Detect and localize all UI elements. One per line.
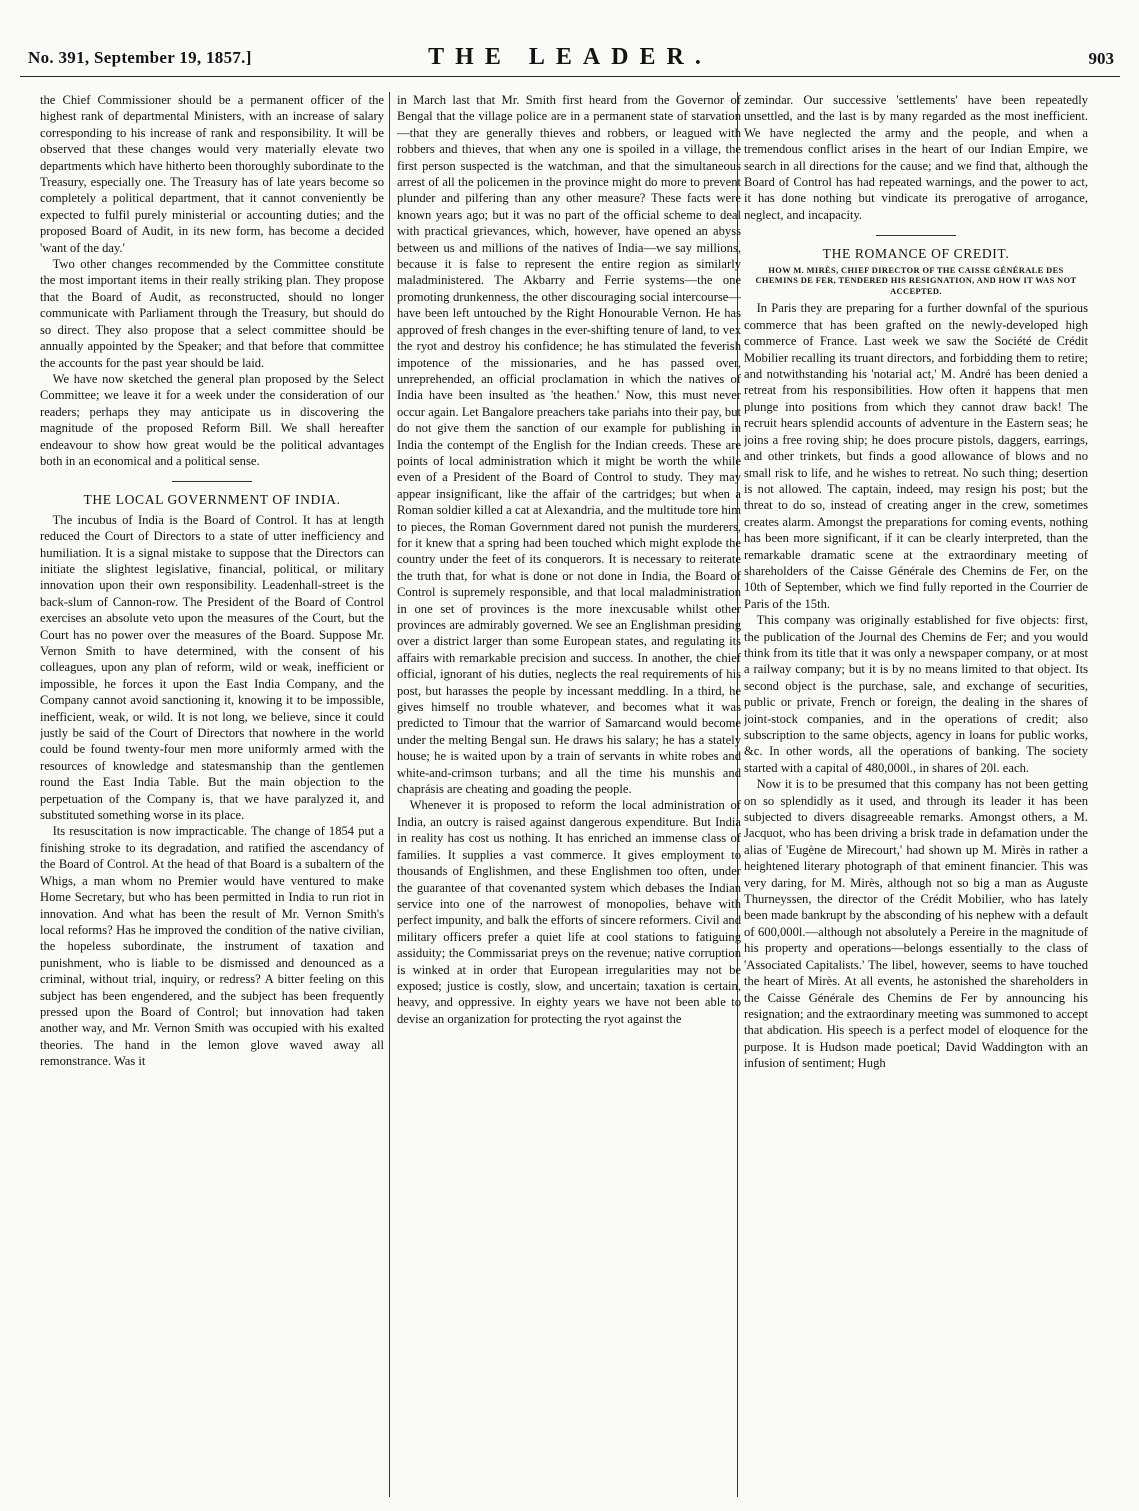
paragraph: This company was originally established for five objects: first, the publication of the Journal des Chemins de Fer; and you would think from its title that it was only a newspaper company, or at most a railway company; but it is by no means limited to that object. Its second object is the purchase, sale, and exchange of securities, public or private, French or foreign, the dealing in the shares of joint-stock companies, and in the operations of credit; also subscription to the same objects, agency in loans for public works, &c. In other words, all the operations of banking. The society started with a capital of 480,000l., in shares of 20l. each. [744, 613, 1088, 775]
column-3 [744, 92, 1088, 1502]
paragraph: The incubus of India is the Board of Control. It has at length reduced the Court of Directors to a state of utter inefficiency and humiliation. It is a signal mistake to suppose that the Directors can initiate the slightest legislative, financial, political, or military innovation upon their own responsibility. Leadenhall-street is the back-slum of Cannon-row. The President of the Board of Control exercises an absolute veto upon the measures of the Court, but the Court has no power over the measures of the Board. Suppose Mr. Vernon Smith to have determined, with the consent of his colleagues, upon any plan of reform, wild or weak, inefficient or impossible, he forces it upon the East India Company, and the Company cannot avoid sanctioning it, knowing it to be impossible, inefficient, weak, or wild. It is not long, we believe, since it could justly be said of the Court of Directors that nowhere in the world could be found twenty-four men more uniformly armed with the resources of knowledge and statesmanship than the gentlemen round the East India Table. But the main objection to the perpetuation of the Company is, that we have paralyzed it, and substituted something worse in its place. [40, 512, 384, 823]
paragraph: the Chief Commissioner should be a permanent officer of the highest rank of departmental Ministers, with an increase of salary corresponding to his increase of rank and responsibility. It will be observed that these changes would very materially elevate two departments which have hitherto been thoroughly subordinate to the Treasury, especially one. The Treasury has of late years become so completely a political department, that it cannot conveniently be expected to fulfil purely ministerial or accounting duties; and the proposed Board of Audit, in its new form, has become a decided 'want of the day.' [40, 93, 384, 255]
article-title-romance-of-credit: THE ROMANCE OF CREDIT. [822, 246, 1010, 262]
paragraph: Its resuscitation is now impracticable. The change of 1854 put a finishing stroke to its degradation, and ratified the ascendancy of the Board of Control. At the head of that Board is a subaltern of the Whigs, a man whom no Premier would have ventured to make Home Secretary, but who has been permitted in India to run riot in innovation. And what has been the result of Mr. Vernon Smith's local reforms? Has he improved the condition of the native civilian, the hopeless subordinate, the instrument of taxation and punishment, who is liable to be dismissed and denounced as a criminal, without trial, inquiry, or redress? A bitter feeling on this subject has been engendered, and the subject has been frequently pressed upon the Board of Control; but innovation had taken another way, and Mr. Vernon Smith was occupied with his exalted theories. The hand in the lemon glove waved away all remonstrance. Was it [40, 824, 384, 1069]
article-subtitle: HOW M. MIRÈS, CHIEF DIRECTOR OF THE CAISSE GÉNÉRALE DES CHEMINS DE FER, TENDERED HIS RESIGNATION, AND HOW IT WAS NOT ACCEPTED. [755, 265, 1077, 296]
paragraph: We have now sketched the general plan proposed by the Select Committee; we leave it for a week under the consideration of our readers; perhaps they may anticipate us in discovering the magnitude of the proposed Reform Bill. We shall hereafter endeavour to show how great would be the political advantages both in an economical and a political sense. [40, 371, 384, 468]
newspaper-title: THE LEADER. [428, 44, 712, 70]
column-1 [40, 92, 384, 1502]
page-number: 903 [1088, 49, 1114, 68]
paragraph: in March last that Mr. Smith first heard from the Governor of Bengal that the village police are in a permanent state of starvation—that they are generally thieves and robbers, or leagued with robbers and thieves, that when any one is spoiled in a village, the first person suspected is the watchman, and that the simultaneous arrest of all the policemen in the province might do more to prevent plunder and pilfering than any other measure? These facts were known years ago; but it was no part of the official scheme to deal with practical grievances, which, however, have opened an abyss between us and millions of the natives of India—we say millions, because it is false to represent the entire region as similarly maladministered. The Akbarry and Ferrie systems—the one promoting drunkenness, the other discouraging social intercourse—have been left untouched by the Right Honourable Vernon. He has approved of fresh changes in the ever-shifting tenure of land, to vex the ryot and destroy his confidence; he has stimulated the feverish impotence of the missionaries, and he has passed over, unreprehended, an official proclamation in which the natives of India have been insulted as 'the heathen.' Now, this must never occur again. Let Bangalore preachers take pariahs into their pay, but do not give them the sanction of our example for publishing in India the contempt of the English for the Indian creeds. These are points of local administration which it might be worth the while even of a President of the Board of Control to study. They may appear insignificant, like the affair of the cartridges; but when a Roman soldier killed a cat at Alexandria, and the multitude tore him to pieces, the Roman Government dared not punish the murderers, for it knew that a spring had been touched which might explode the country under the feet of its conquerors. It is necessary to reiterate the truth that, for what is done or not done in India, the Board of Control is supremely responsible, and that local maladministration in one set of provinces is the more inexcusable whilst other provinces are admirably governed. We see an Englishman presiding over a district larger than some European states, and regulating its affairs with remarkable precision and success. In another, the chief official, ignorant of his duties, neglects the real requirements of his post, but harasses the people by incessant meddling. In a third, he gives himself no trouble whatever, and becomes what it was predicted to Timour that the warrior of Samarcand would become under the melting Bengal sun. He draws his salary; he has a stately house; he is waited upon by a train of servants in white robes and white-and-crimson turbans; and all the time his munshis and chaprásis are cheating and goading the people. [397, 93, 741, 797]
paragraph: Now it is to be presumed that this company has not been getting on so splendidly as it used, and through its leader it has been subjected to divers disagreeable remarks. Amongst others, a M. Jacquot, who has been driving a brisk trade in defamation under the alias of 'Eugène de Mirecourt,' had shown up M. Mirès in rather a heightened literary photograph of that eminent financier. This was very daring, for M. Mirès, although not so big a man as Auguste Thurneyssen, the director of the Crédit Mobilier, who has lately been made bankrupt by the absconding of his nephew with a default of 600,000l.—although not absolutely a Pereire in the magnitude of his property and operations—belongs essentially to the class of 'Associated Capitalists.' The libel, however, seems to have touched the heart of Mirès. At all events, he astonished the shareholders in the Caisse Générale des Chemins de Fer by announcing his resignation; and the extraordinary meeting was summoned to accept that abdication. His speech is a perfect model of eloquence for the purpose. It is Hudson made poetical; David Waddington with an infusion of sentiment; Hugh [744, 777, 1088, 1071]
paragraph: In Paris they are preparing for a further downfal of the spurious commerce that has been grafted on the newly-developed high commerce of France. Last week we saw the Société de Crédit Mobilier recalling its truant directors, and forbidding them to retire; and notwithstanding his 'notarial act,' M. André has been denied a retreat from his responsibilities. How often it happens that men plunge into positions from which they cannot draw back! The recruit hears splendid accounts of adventure in the Eastern seas; he joins a free roving ship; he does procure pistols, daggers, earrings, and other trinkets, but finds a good allowance of blows and no small risk to life, and he wishes to retreat. No such thing; desertion is not allowed. The captain, indeed, may resign his post; but the threat to do so, instead of creating anger in the crew, sometimes creates alarm. Amongst the preparations for coming events, nothing has been more significant, if it can be clearly interpreted, than the remarkable dramatic scene at the extraordinary meeting of shareholders of the Caisse Générale des Chemins de Fer, on the 10th of September, which we find fully reported in the Courrier de Paris of the 15th. [744, 301, 1088, 611]
column-2 [397, 92, 741, 1502]
paragraph: Two other changes recommended by the Committee constitute the most important items in their really striking plan. They propose that the Board of Audit, as reconstructed, should no longer communicate with Parliament through the Treasury, but should do so direct. They also propose that a select committee should be annually appointed by the Speaker; and that before that committee the accounts for the past year should be laid. [40, 257, 384, 370]
paragraph: Whenever it is proposed to reform the local administration of India, an outcry is raised against dangerous expenditure. But India in reality has cost us nothing. It has enriched an immense class of families. It supplies a vast commerce. It gives employment to thousands of Englishmen, and these Englishmen too often, under the guarantee of that covenanted system which debases the Indian service into one of the narrowest of monopolies, behave with perfect impunity, and balk the efforts of sincere reformers. Civil and military officers prefer a quiet life at cool stations to fatiguing assiduity; the Commissariat preys on the revenue; native corruption is winked at in order that European irregularities may not be exposed; justice is costly, slow, and uncertain; taxation is certain, heavy, and oppressive. In eighty years we have not been able to devise an organization for protecting the ryot against the [397, 798, 741, 1026]
section-divider [876, 235, 956, 236]
issue-date: No. 391, September 19, 1857.] [28, 48, 252, 67]
column-rule [389, 92, 390, 1497]
masthead [20, 40, 1120, 77]
article-title-local-government: THE LOCAL GOVERNMENT OF INDIA. [83, 492, 341, 508]
paragraph: zemindar. Our successive 'settlements' have been repeatedly unsettled, and the last is by many regarded as the most inefficient. We have neglected the army and the people, and when a tremendous conflict arises in the heart of our Indian Empire, we search in all directions for the cause; and we find that, although the Board of Control has had repeated warnings, and the power to act, it has done nothing but vindicate its prerogative of arrogance, neglect, and incapacity. [744, 93, 1088, 222]
section-divider [172, 481, 252, 482]
